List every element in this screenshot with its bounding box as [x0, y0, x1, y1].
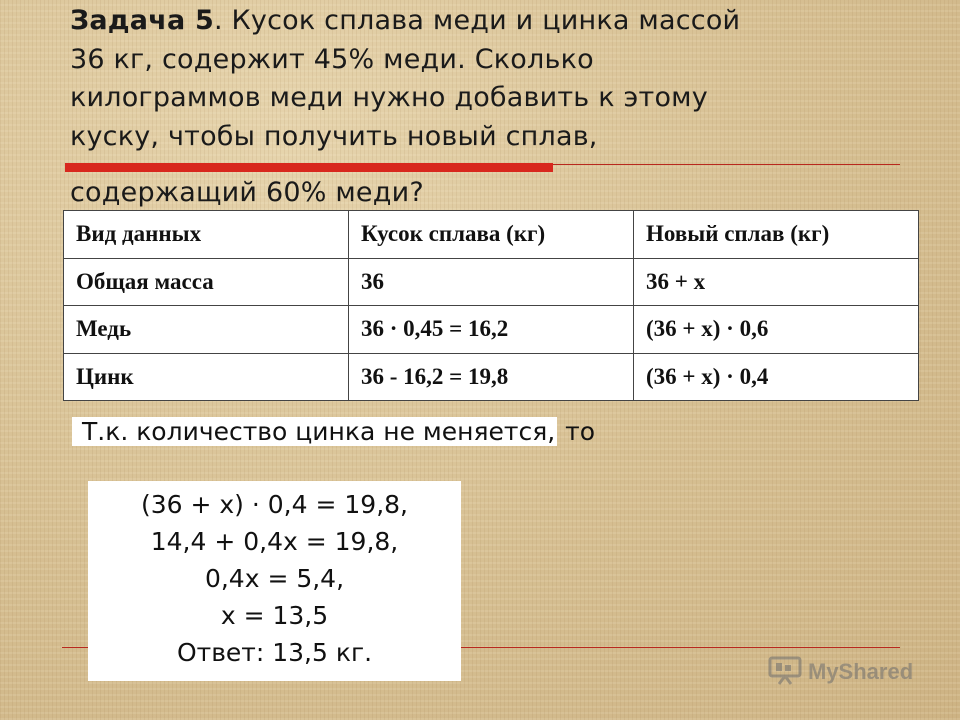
table-cell: (36 + x) · 0,4	[634, 353, 919, 401]
table-header-row	[64, 211, 919, 259]
watermark-text: MyShared	[808, 659, 914, 684]
table-row	[64, 258, 919, 306]
problem-statement	[70, 2, 870, 213]
table-cell: 36	[349, 258, 634, 306]
problem-line-5: содержащий 60% меди?	[70, 177, 424, 208]
solution-box	[88, 481, 461, 681]
problem-line-1: . Кусок сплава меди и цинка массой	[213, 5, 741, 36]
table-header: Вид данных	[64, 211, 349, 259]
table-cell: Общая масса	[64, 258, 349, 306]
table-row	[64, 306, 919, 354]
solution-line: 14,4 + 0,4x = 19,8,	[150, 527, 399, 556]
table-header: Новый сплав (кг)	[634, 211, 919, 259]
table-header: Кусок сплава (кг)	[349, 211, 634, 259]
presentation-board-icon	[768, 655, 802, 689]
problem-line-2: 36 кг, содержит 45% меди. Сколько	[70, 43, 594, 75]
table-cell: 36 - 16,2 = 19,8	[349, 353, 634, 401]
watermark	[768, 655, 913, 689]
solution-line: 0,4x = 5,4,	[204, 564, 345, 593]
red-divider	[65, 163, 553, 172]
thin-divider	[553, 164, 900, 165]
solution-line: (36 + x) · 0,4 = 19,8,	[140, 490, 408, 519]
problem-title: Задача 5	[70, 5, 214, 36]
solution-answer: Ответ: 13,5 кг.	[176, 638, 373, 667]
problem-line-3: килограммов меди нужно добавить к этому	[70, 82, 708, 113]
problem-line-4: куску, чтобы получить новый сплав,	[70, 120, 598, 152]
table-cell: 36 · 0,45 = 16,2	[349, 306, 634, 354]
note-tail: то	[557, 417, 596, 446]
table-cell: (36 + x) · 0,6	[634, 306, 919, 354]
table-row	[64, 353, 919, 401]
data-table	[63, 210, 919, 401]
table-cell: 36 + x	[634, 258, 919, 306]
table-cell: Медь	[64, 306, 349, 354]
solution-line: x = 13,5	[220, 601, 329, 630]
note-highlighted: Т.к. количество цинка не меняется,	[72, 417, 557, 446]
reasoning-note	[72, 408, 595, 456]
table-cell: Цинк	[64, 353, 349, 401]
